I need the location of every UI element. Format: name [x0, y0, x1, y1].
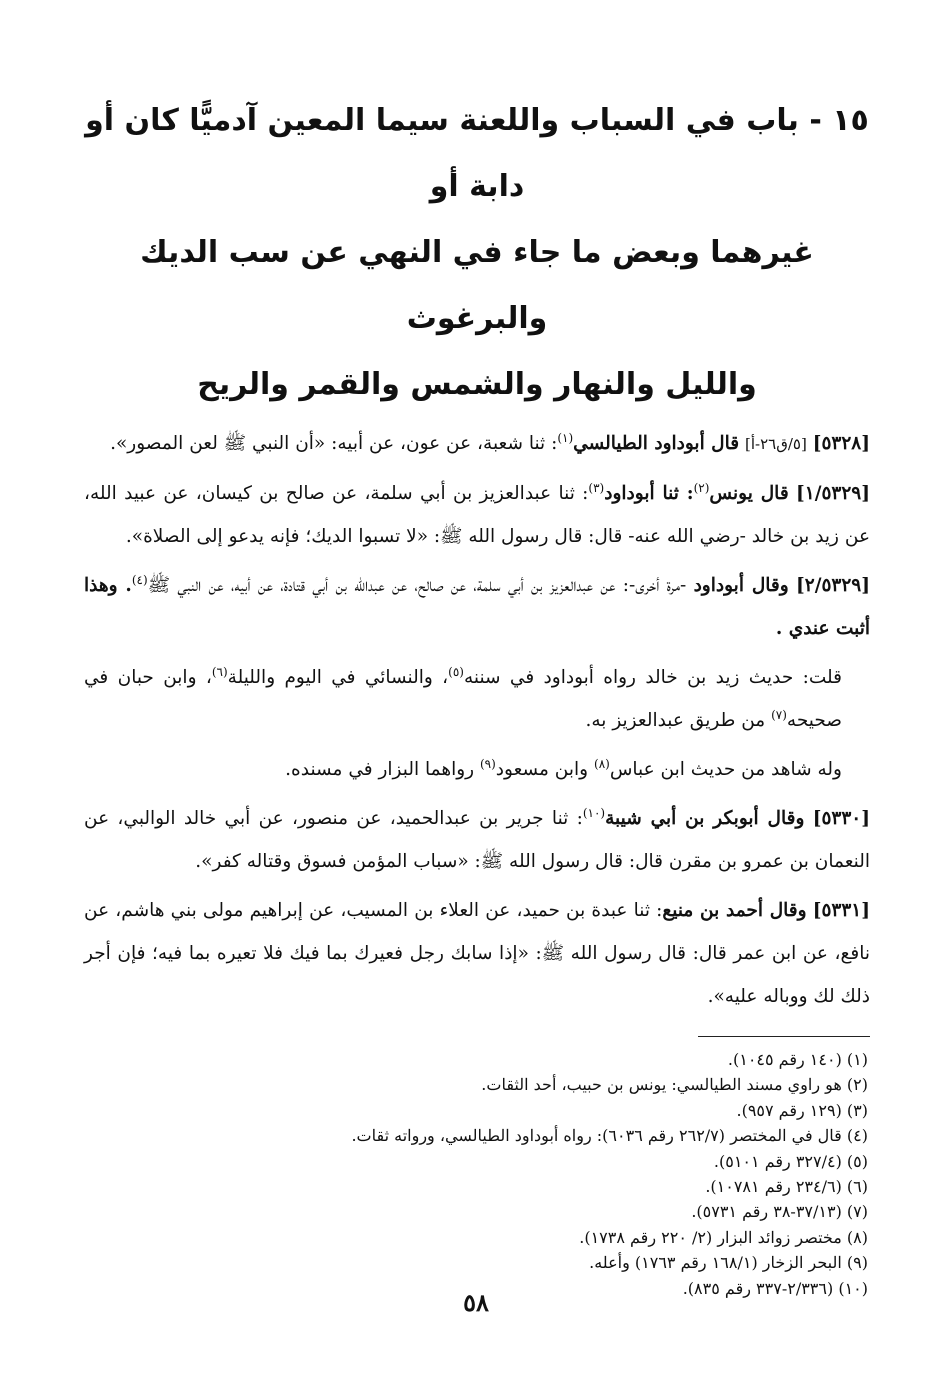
hadith-text: : ثنا عبدة بن حميد، عن العلاء بن المسيب، عن إبراهيم مولى بني هاشم، عن نافع، عن ابن عمر قال: قال رسول الله ﷺ: «إذا سابك رجل فعيرك بما فيك فلا تعيره بما فيه؛ فإن أجر ذلك لك ووباله عليه». [84, 900, 870, 1007]
book-page [84, 88, 870, 1301]
footnote: (١٠) (٢/٣٣٦-٣٣٧ رقم ٨٣٥). [682, 1278, 868, 1298]
comment-text: وابن مسعود [495, 759, 594, 780]
narrator-lead: قال يونس [709, 483, 789, 504]
hadith-entry-5329-1 [84, 472, 870, 558]
footnote: (٨) مختصر زوائد البزار (٢/ ٢٢٠ رقم ١٧٣٨). [579, 1227, 868, 1247]
comment-text: من طريق عبدالعزيز به. [585, 710, 772, 731]
footnote: (٤) قال في المختصر (٢٦٢/٧ رقم ٦٠٣٦): رواه أبوداود الطيالسي، ورواته ثقات. [351, 1126, 868, 1146]
heading-line-3: والليل والنهار والشمس والقمر والريح [197, 367, 757, 402]
footnote-marker: (٧) [771, 707, 787, 722]
footnote: (٧) (٣٧/١٣-٣٨ رقم ٥٧٣١). [691, 1202, 868, 1222]
comment-text: قلت: حديث زيد بن خالد رواه أبوداود في سننه [463, 667, 842, 688]
hadith-number: [٥٣٢٨] [812, 433, 870, 454]
comment-text: ، والنسائي في اليوم والليلة [227, 667, 449, 688]
hadith-text: : ثنا عبدالعزيز بن أبي سلمة، عن صالح بن كيسان، عن عبيد الله، عن زيد بن خالد -رضي الله عنه- قال: قال رسول الله ﷺ: «لا تسبوا الديك؛ فإنه يدعو إلى الصلاة». [84, 483, 870, 547]
chapter-heading [84, 88, 870, 418]
narrator-lead: قال أبوداود الطيالسي [573, 433, 740, 454]
footnote-marker: (١) [557, 430, 574, 445]
heading-line-1: ١٥ - باب في السباب واللعنة سيما المعين آدميًّا كان أو دابة أو [85, 103, 869, 204]
footnote-marker: (٨) [594, 756, 610, 771]
hadith-entry-5329-2 [84, 564, 870, 650]
footnote-marker: (٤) [131, 572, 148, 587]
narrator-lead: وقال أبوبكر بن أبي شيبة [605, 808, 805, 829]
footnote: (٢) هو راوي مسند الطيالسي: يونس بن حبيب، أحد الثقات. [481, 1075, 868, 1095]
hadith-text: -مرة أخرى-: عن عبدالعزيز بن أبي سلمة، عن صالح، عن عبدالله بن أبي قتادة، عن أبيه، عن النبي ﷺ [147, 575, 694, 596]
footnote: (١) (١٤٠ رقم ١٠٤٥). [727, 1050, 868, 1069]
footnote-marker: (٦) [211, 664, 228, 679]
footnotes [84, 1047, 870, 1301]
heading-line-2: غيرهما وبعض ما جاء في النهي عن سب الديك والبرغوث [140, 235, 814, 336]
narrator-lead-2: : ثنا أبوداود [604, 483, 694, 504]
footnote: (٣) (١٢٩ رقم ٩٥٧). [736, 1100, 868, 1120]
hadith-text: : ثنا شعبة، عن عون، عن أبيه: «أن النبي ﷺ لعن المصور». [110, 433, 558, 454]
footnote: (٥) (٣٢٧/٤ رقم ٥١٠١). [713, 1151, 868, 1171]
footnote-divider [698, 1036, 870, 1037]
author-remark: . وهذا أثبت عندي . [84, 575, 870, 639]
comment-text: وله شاهد من حديث ابن عباس [609, 759, 842, 780]
hadith-number: [١/٥٣٢٩] [796, 483, 870, 504]
footnote-marker: (١٠) [582, 805, 606, 820]
hadith-number: [٥٣٣١] [812, 900, 870, 921]
footnote-marker: (٥) [448, 664, 464, 679]
hadith-number: [٢/٥٣٢٩] [796, 575, 870, 596]
comment-text: رواهما البزار في مسنده. [285, 759, 480, 780]
footnote-marker: (٩) [479, 756, 496, 771]
hadith-number: [٥٣٣٠] [812, 808, 870, 829]
comment-text: ، وابن حبان في صحيحه [84, 667, 842, 731]
footnote-marker: (٣) [588, 480, 605, 495]
hadith-text: : ثنا جرير بن عبدالحميد، عن منصور، عن أبي خالد الوالبي، عن النعمان بن عمرو بن مقرن قال: قال رسول الله ﷺ: «سباب المؤمن فسوق وقتاله كفر». [84, 808, 870, 872]
narrator-lead: وقال أبوداود [693, 575, 789, 596]
footnote-marker: (٢) [693, 480, 710, 495]
editor-comment [84, 748, 870, 791]
editor-comment [84, 656, 870, 742]
hadith-entry-5330 [84, 797, 870, 883]
footnote: (٩) البحر الزخار (١٦٨/١ رقم ١٧٦٣) وأعله. [589, 1253, 868, 1273]
hadith-entry-5331 [84, 889, 870, 1018]
footnote: (٦) (٢٣٤/٦ رقم ١٠٧٨١). [705, 1177, 868, 1197]
page-number: ٥٨ [463, 1288, 489, 1317]
manuscript-ref: [٥/ق٢٦-أ] [744, 435, 807, 453]
hadith-entry-5328 [84, 422, 870, 466]
narrator-lead: وقال أحمد بن منيع [662, 900, 807, 921]
